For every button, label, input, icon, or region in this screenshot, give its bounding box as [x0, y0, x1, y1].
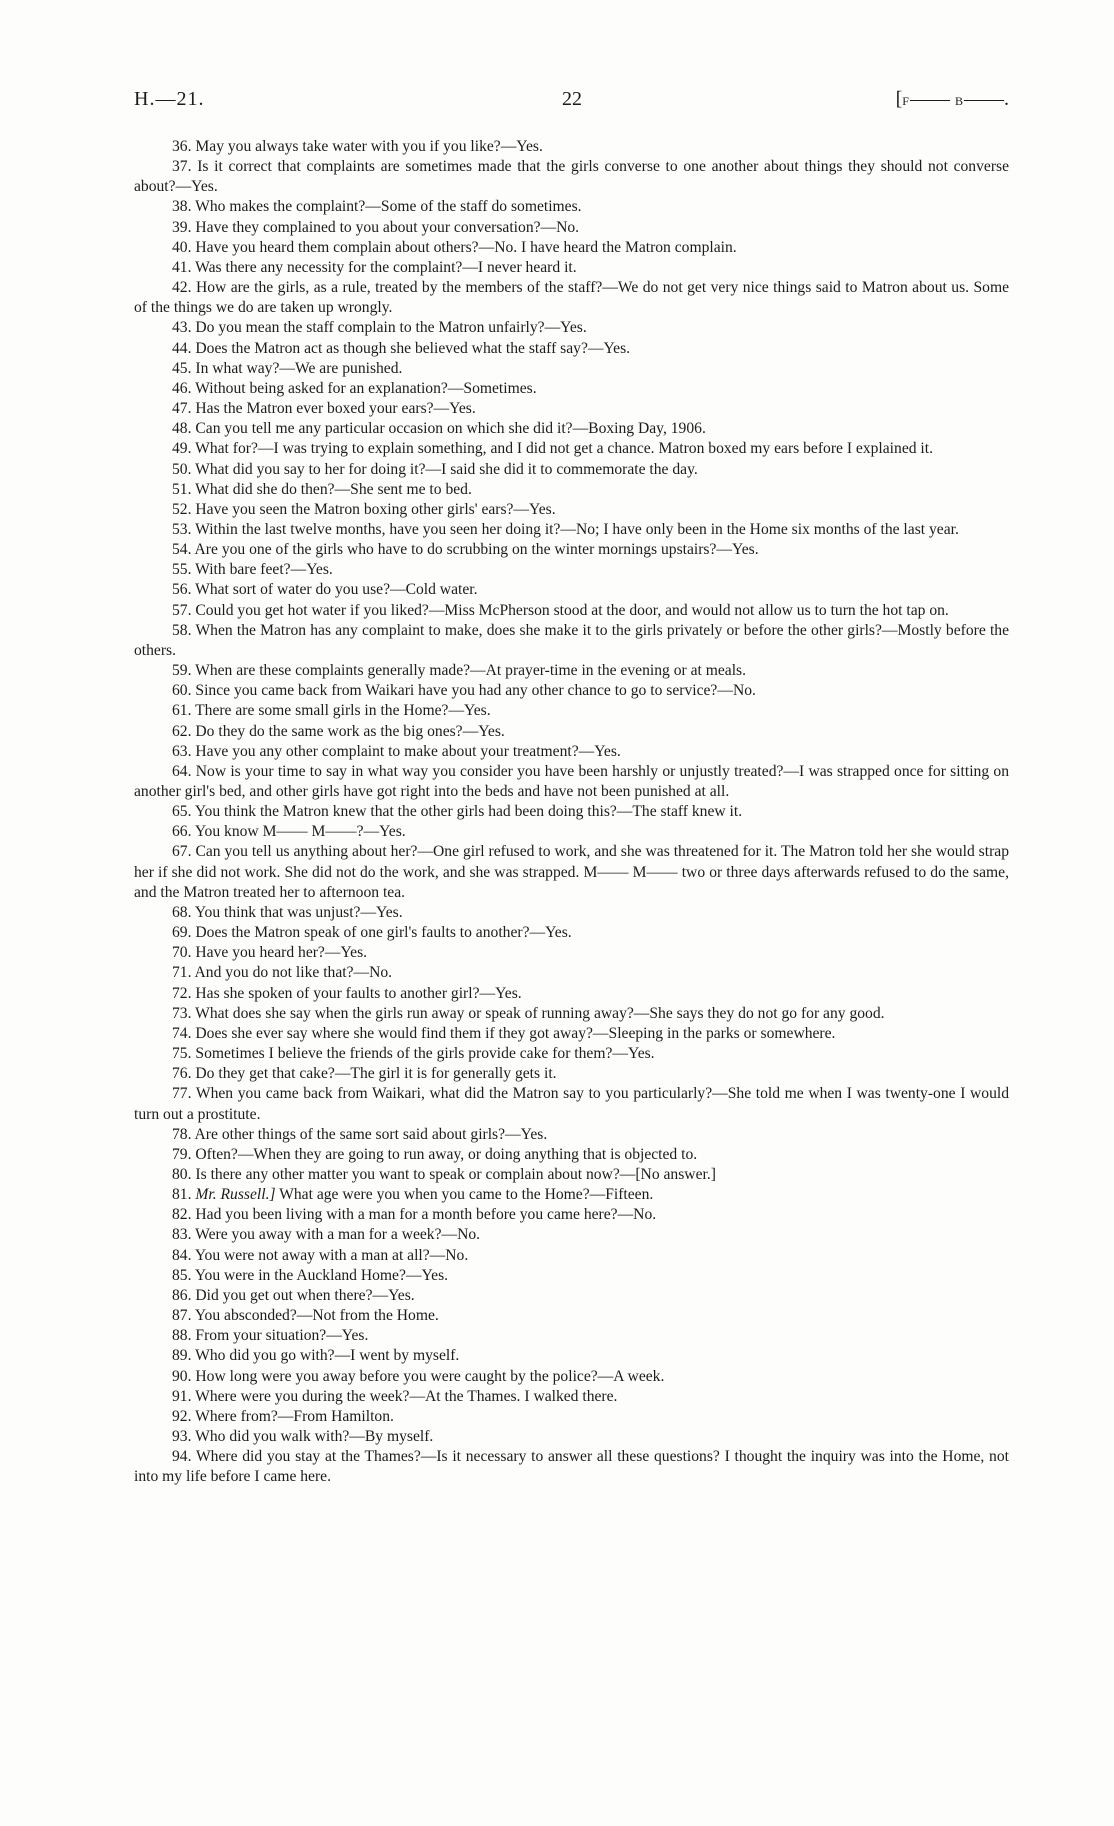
question-answer-text: From your situation?—Yes.	[195, 1327, 369, 1345]
testimony-paragraph	[134, 1447, 1009, 1487]
question-number: 92.	[172, 1407, 192, 1425]
question-answer-text: Often?—When they are going to run away, or doing anything that is objected to.	[195, 1145, 698, 1163]
testimony-paragraph	[134, 1004, 1009, 1024]
testimony-paragraph	[134, 903, 1009, 923]
question-number: 83.	[172, 1226, 192, 1244]
page-number: 22	[562, 88, 582, 110]
question-number: 47.	[172, 400, 192, 418]
question-answer-text: Does the Matron act as though she believed what the staff say?—Yes.	[195, 339, 631, 357]
question-answer-text: Can you tell us anything about her?—One girl refused to work, and she was threatened for it. The Matron told her she would strap her if she did not work. She did not do the work, and she was strapped. M—— M—— two or three days afterwards refused to do the same, and the Matron treated her to afternoon tea.	[134, 843, 1009, 901]
question-answer-text: Who did you go with?—I went by myself.	[195, 1347, 460, 1365]
testimony-paragraph	[134, 460, 1009, 480]
testimony-paragraph	[134, 1286, 1009, 1306]
testimony-paragraph	[134, 742, 1009, 762]
question-answer-text: When are these complaints generally made?—At prayer-time in the evening or at meals.	[195, 662, 747, 680]
question-number: 52.	[172, 500, 192, 518]
question-number: 56.	[172, 581, 192, 599]
testimony-paragraph	[134, 722, 1009, 742]
testimony-paragraph	[134, 197, 1009, 217]
question-answer-text: Has she spoken of your faults to another girl?—Yes.	[195, 984, 522, 1002]
question-number: 44.	[172, 339, 192, 357]
testimony-paragraph	[134, 1306, 1009, 1326]
question-answer-text: What did she do then?—She sent me to bed.	[195, 480, 472, 498]
testimony-paragraph	[134, 601, 1009, 621]
page-header	[134, 88, 1009, 116]
testimony-paragraph	[134, 1326, 1009, 1346]
question-number: 59.	[172, 662, 192, 680]
testimony-paragraph	[134, 439, 1009, 459]
testimony-paragraph	[134, 218, 1009, 238]
running-head-f: F	[902, 94, 910, 108]
question-number: 43.	[172, 319, 192, 337]
testimony-paragraph	[134, 1185, 1009, 1205]
question-answer-text: Within the last twelve months, have you seen her doing it?—No; I have only been in the Home six months of the last year.	[195, 520, 959, 538]
question-answer-text: How are the girls, as a rule, treated by the members of the staff?—We do not get very nice things said to Matron about us. Some of the things we do are taken up wrongly.	[134, 279, 1009, 317]
running-head	[896, 88, 1009, 111]
question-answer-text: What sort of water do you use?—Cold water.	[195, 581, 478, 599]
question-number: 39.	[172, 218, 192, 236]
question-answer-text: How long were you away before you were caught by the police?—A week.	[195, 1367, 665, 1385]
question-answer-text: Since you came back from Waikari have you had any other chance to go to service?—No.	[195, 682, 756, 700]
question-number: 36.	[172, 138, 192, 155]
question-answer-text: What age were you when you came to the Home?—Fifteen.	[279, 1186, 654, 1204]
question-number: 84.	[172, 1246, 192, 1264]
speaker-label: Mr. Russell.]	[195, 1186, 276, 1204]
question-answer-text: When you came back from Waikari, what did the Matron say to you particularly?—She told me when I was twenty-one I would turn out a prostitute.	[134, 1085, 1009, 1123]
testimony-paragraph	[134, 1367, 1009, 1387]
testimony-paragraph	[134, 1387, 1009, 1407]
question-answer-text: Had you been living with a man for a month before you came here?—No.	[195, 1206, 657, 1224]
question-answer-text: With bare feet?—Yes.	[195, 561, 333, 579]
running-head-bracket: [	[895, 88, 903, 110]
question-answer-text: Do you mean the staff complain to the Matron unfairly?—Yes.	[195, 319, 587, 337]
question-answer-text: Was there any necessity for the complaint?—I never heard it.	[195, 258, 577, 276]
question-number: 79.	[172, 1145, 192, 1163]
testimony-paragraph	[134, 1427, 1009, 1447]
question-answer-text: Where from?—From Hamilton.	[195, 1407, 394, 1425]
testimony-paragraph	[134, 1064, 1009, 1084]
testimony-paragraph	[134, 580, 1009, 600]
question-number: 63.	[172, 742, 192, 760]
question-answer-text: Without being asked for an explanation?—Sometimes.	[195, 379, 537, 397]
question-number: 91.	[172, 1387, 192, 1405]
question-answer-text: Where did you stay at the Thames?—Is it necessary to answer all these questions? I thought the inquiry was into the Home, not into my life before I came here.	[134, 1448, 1009, 1486]
document-reference: H.—21.	[134, 88, 205, 110]
question-number: 40.	[172, 238, 192, 256]
question-answer-text: You think the Matron knew that the other girls had been doing this?—The staff knew it.	[194, 803, 743, 821]
testimony-paragraph	[134, 480, 1009, 500]
question-number: 76.	[172, 1065, 192, 1083]
testimony-paragraph	[134, 661, 1009, 681]
question-answer-text: Do they get that cake?—The girl it is for generally gets it.	[195, 1065, 557, 1083]
question-number: 68.	[172, 903, 192, 921]
testimony-paragraph	[134, 560, 1009, 580]
testimony-paragraph	[134, 1024, 1009, 1044]
question-number: 69.	[172, 924, 192, 942]
testimony-paragraph	[134, 379, 1009, 399]
question-number: 73.	[172, 1004, 192, 1022]
testimony-paragraph	[134, 540, 1009, 560]
question-answer-text: Is there any other matter you want to speak or complain about now?—[No answer.]	[195, 1165, 716, 1183]
testimony-paragraph	[134, 1125, 1009, 1145]
question-answer-text: Now is your time to say in what way you consider you have been harshly or unjustly treated?—I was strapped once for sitting on another girl's bed, and other girls have got right into the beds and have not been punished at all.	[134, 762, 1009, 800]
question-number: 53.	[172, 520, 192, 538]
testimony-paragraph	[134, 1225, 1009, 1245]
question-answer-text: Have they complained to you about your conversation?—No.	[195, 218, 580, 236]
testimony-paragraph	[134, 701, 1009, 721]
question-number: 82.	[172, 1206, 192, 1224]
testimony-paragraph	[134, 419, 1009, 439]
question-answer-text: Who makes the complaint?—Some of the staff do sometimes.	[195, 198, 582, 216]
testimony-paragraph	[134, 318, 1009, 338]
question-number: 58.	[172, 621, 192, 639]
testimony-paragraph	[134, 1084, 1009, 1124]
question-answer-text: You were not away with a man at all?—No.	[194, 1246, 469, 1264]
question-number: 55.	[172, 561, 192, 579]
question-number: 89.	[172, 1347, 192, 1365]
question-answer-text: What does she say when the girls run away or speak of running away?—She says they do not go for any good.	[195, 1004, 885, 1022]
testimony-paragraph	[134, 1044, 1009, 1064]
question-number: 65.	[172, 803, 192, 821]
question-answer-text: You absconded?—Not from the Home.	[194, 1307, 439, 1325]
testimony-paragraph	[134, 137, 1009, 157]
testimony-paragraph	[134, 339, 1009, 359]
question-answer-text: May you always take water with you if you like?—Yes.	[195, 138, 543, 155]
testimony-paragraph	[134, 842, 1009, 902]
testimony-paragraph	[134, 500, 1009, 520]
question-answer-text: Have you heard her?—Yes.	[195, 944, 368, 962]
question-number: 54.	[172, 541, 192, 559]
question-number: 77.	[172, 1085, 192, 1103]
question-number: 50.	[172, 460, 192, 478]
testimony-paragraph	[134, 399, 1009, 419]
question-number: 70.	[172, 944, 192, 962]
question-number: 86.	[172, 1286, 192, 1304]
testimony-paragraph	[134, 621, 1009, 661]
question-number: 64.	[172, 762, 192, 780]
testimony-paragraph	[134, 157, 1009, 197]
question-number: 72.	[172, 984, 192, 1002]
question-answer-text: Could you get hot water if you liked?—Miss McPherson stood at the door, and would not allow us to turn the hot tap on.	[195, 601, 949, 619]
question-answer-text: Have you any other complaint to make about your treatment?—Yes.	[195, 742, 621, 760]
question-answer-text: Are other things of the same sort said about girls?—Yes.	[194, 1125, 548, 1143]
question-number: 71.	[172, 964, 192, 982]
testimony-paragraph	[134, 1165, 1009, 1185]
question-number: 93.	[172, 1428, 192, 1445]
question-number: 85.	[172, 1266, 192, 1284]
testimony-paragraph	[134, 943, 1009, 963]
question-answer-text: Has the Matron ever boxed your ears?—Yes.	[195, 400, 476, 418]
question-number: 75.	[172, 1045, 192, 1063]
question-answer-text: In what way?—We are punished.	[195, 359, 403, 377]
running-head-b: B	[954, 94, 964, 108]
testimony-paragraph	[134, 762, 1009, 802]
question-answer-text: Have you seen the Matron boxing other girls' ears?—Yes.	[195, 500, 556, 518]
question-answer-text: What did you say to her for doing it?—I said she did it to commemorate the day.	[195, 460, 698, 478]
testimony-paragraph	[134, 1246, 1009, 1266]
question-number: 61.	[172, 702, 192, 720]
question-number: 80.	[172, 1165, 192, 1183]
testimony-paragraph	[134, 923, 1009, 943]
question-number: 45.	[172, 359, 192, 377]
question-answer-text: What for?—I was trying to explain something, and I did not get a chance. Matron boxed my ears before I explained it.	[195, 440, 933, 458]
testimony-paragraph	[134, 822, 1009, 842]
testimony-paragraph	[134, 359, 1009, 379]
testimony-paragraph	[134, 1346, 1009, 1366]
question-answer-text: And you do not like that?—No.	[194, 964, 393, 982]
question-answer-text: There are some small girls in the Home?—Yes.	[195, 702, 491, 720]
question-number: 90.	[172, 1367, 192, 1385]
testimony-body	[134, 137, 1009, 1487]
question-number: 51.	[172, 480, 192, 498]
testimony-paragraph	[134, 681, 1009, 701]
question-number: 66.	[172, 823, 192, 841]
question-answer-text: When the Matron has any complaint to make, does she make it to the girls privately or before the other girls?—Mostly before the others.	[134, 621, 1010, 659]
question-number: 67.	[172, 843, 192, 861]
question-number: 62.	[172, 722, 192, 740]
question-number: 46.	[172, 379, 192, 397]
testimony-paragraph	[134, 1266, 1009, 1286]
question-answer-text: Do they do the same work as the big ones?—Yes.	[195, 722, 505, 740]
question-answer-text: Who did you walk with?—By myself.	[195, 1428, 434, 1445]
question-answer-text: Did you get out when there?—Yes.	[195, 1286, 415, 1304]
question-answer-text: Were you away with a man for a week?—No.	[195, 1226, 481, 1244]
running-head-dash-2: ——.	[964, 88, 1009, 110]
question-number: 94.	[172, 1448, 192, 1466]
question-number: 74.	[172, 1024, 192, 1042]
question-answer-text: Sometimes I believe the friends of the girls provide cake for them?—Yes.	[195, 1045, 655, 1063]
testimony-paragraph	[134, 278, 1009, 318]
testimony-paragraph	[134, 984, 1009, 1004]
question-number: 88.	[172, 1327, 192, 1345]
question-number: 38.	[172, 198, 192, 216]
question-number: 48.	[172, 420, 192, 438]
testimony-paragraph	[134, 1205, 1009, 1225]
question-number: 41.	[172, 258, 192, 276]
testimony-paragraph	[134, 963, 1009, 983]
question-number: 60.	[172, 682, 192, 700]
testimony-paragraph	[134, 238, 1009, 258]
testimony-paragraph	[134, 258, 1009, 278]
question-answer-text: Does she ever say where she would find them if they got away?—Sleeping in the parks or somewhere.	[195, 1024, 836, 1042]
testimony-paragraph	[134, 1407, 1009, 1427]
question-number: 78.	[172, 1125, 192, 1143]
question-number: 42.	[172, 279, 192, 297]
question-answer-text: Can you tell me any particular occasion on which she did it?—Boxing Day, 1906.	[195, 420, 706, 438]
question-answer-text: Where were you during the week?—At the Thames. I walked there.	[195, 1387, 618, 1405]
question-answer-text: You think that was unjust?—Yes.	[194, 903, 403, 921]
question-number: 57.	[172, 601, 192, 619]
running-head-dash-1: ——	[909, 88, 950, 110]
question-answer-text: Does the Matron speak of one girl's faults to another?—Yes.	[195, 924, 572, 942]
testimony-paragraph	[134, 1145, 1009, 1165]
testimony-paragraph	[134, 802, 1009, 822]
question-number: 37.	[172, 158, 192, 176]
question-number: 87.	[172, 1307, 192, 1325]
question-number: 81.	[172, 1186, 192, 1204]
question-answer-text: Are you one of the girls who have to do scrubbing on the winter mornings upstairs?—Yes.	[194, 541, 759, 559]
testimony-paragraph	[134, 520, 1009, 540]
question-answer-text: You know M—— M——?—Yes.	[194, 823, 406, 841]
question-answer-text: Is it correct that complaints are sometimes made that the girls converse to one another about things they should not converse about?—Yes.	[134, 158, 1010, 196]
question-answer-text: You were in the Auckland Home?—Yes.	[194, 1266, 449, 1284]
question-number: 49.	[172, 440, 192, 458]
question-answer-text: Have you heard them complain about others?—No. I have heard the Matron complain.	[195, 238, 737, 256]
